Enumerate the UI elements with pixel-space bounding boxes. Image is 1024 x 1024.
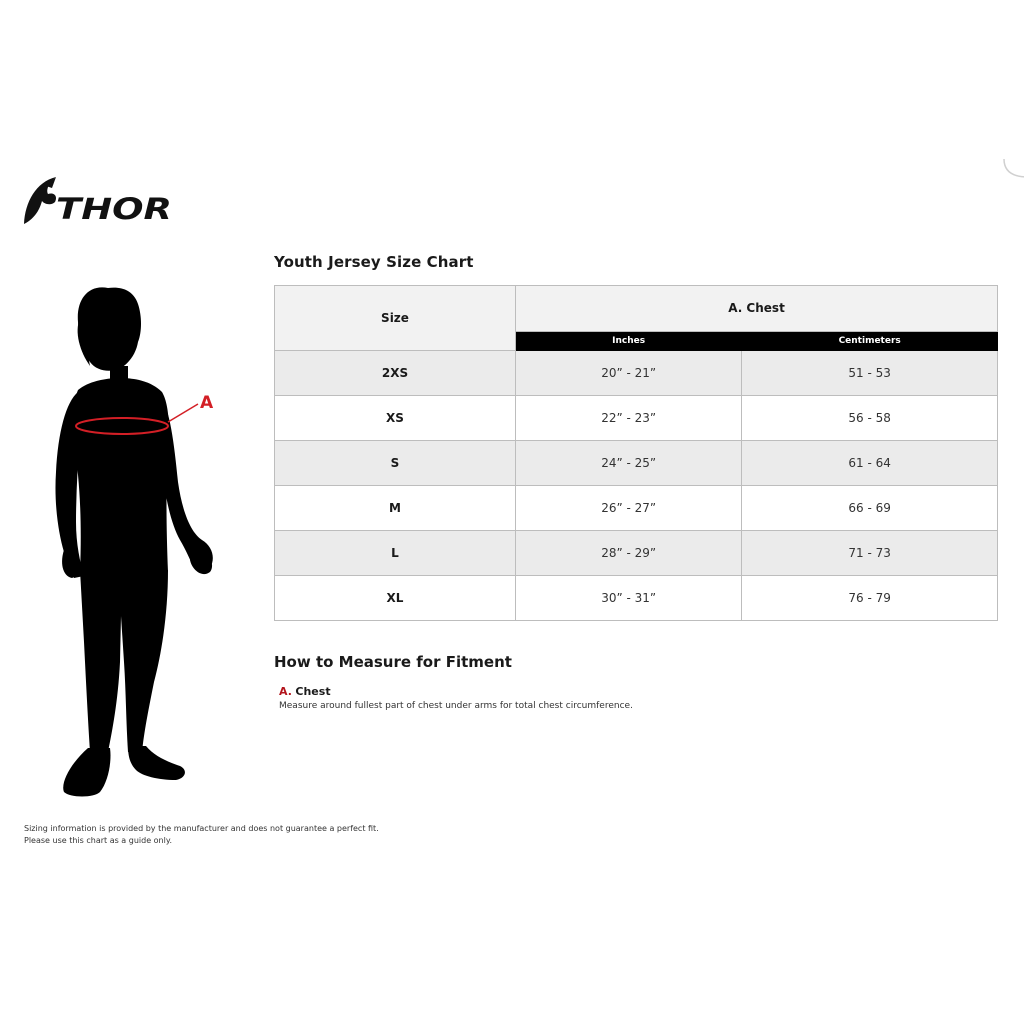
table-row <box>275 441 998 486</box>
chest-group-header: A. Chest <box>516 286 998 332</box>
disclaimer-line-2: Please use this chart as a guide only. <box>24 836 172 845</box>
cm-cell: 56 - 58 <box>742 396 998 441</box>
measure-item-letter: A. <box>279 685 292 698</box>
cm-cell: 76 - 79 <box>742 576 998 621</box>
inches-cell: 22” - 23” <box>516 396 742 441</box>
size-cell: M <box>275 486 516 531</box>
size-cell: L <box>275 531 516 576</box>
size-cell: XL <box>275 576 516 621</box>
inches-cell: 28” - 29” <box>516 531 742 576</box>
child-silhouette <box>50 282 230 802</box>
disclaimer <box>24 823 379 847</box>
measure-item-description: Measure around fullest part of chest under arms for total chest circumference. <box>279 701 633 711</box>
measure-item-chest <box>279 685 331 698</box>
size-cell: XS <box>275 396 516 441</box>
table-row <box>275 351 998 396</box>
table-row <box>275 531 998 576</box>
thor-helmet-logo-icon <box>22 174 174 228</box>
cm-cell: 71 - 73 <box>742 531 998 576</box>
chest-marker-label: A <box>200 393 214 413</box>
brand-wordmark: THOR <box>56 192 172 226</box>
cm-cell: 66 - 69 <box>742 486 998 531</box>
inches-cell: 26” - 27” <box>516 486 742 531</box>
size-table <box>274 285 998 621</box>
centimeters-column-header: Centimeters <box>742 331 998 350</box>
measure-item-name: Chest <box>295 685 331 698</box>
disclaimer-line-1: Sizing information is provided by the manufacturer and does not guarantee a perfect fit. <box>24 824 379 833</box>
measure-section-title: How to Measure for Fitment <box>274 653 512 671</box>
inches-cell: 30” - 31” <box>516 576 742 621</box>
table-row <box>275 576 998 621</box>
cm-cell: 61 - 64 <box>742 441 998 486</box>
table-row <box>275 396 998 441</box>
inches-cell: 20” - 21” <box>516 351 742 396</box>
inches-cell: 24” - 25” <box>516 441 742 486</box>
cm-cell: 51 - 53 <box>742 351 998 396</box>
size-cell: 2XS <box>275 351 516 396</box>
page-title: Youth Jersey Size Chart <box>274 253 474 271</box>
size-column-header: Size <box>275 286 516 351</box>
brand-logo <box>22 174 174 228</box>
table-row <box>275 486 998 531</box>
size-cell: S <box>275 441 516 486</box>
inches-column-header: Inches <box>516 331 742 350</box>
corner-arc <box>1000 157 1024 181</box>
